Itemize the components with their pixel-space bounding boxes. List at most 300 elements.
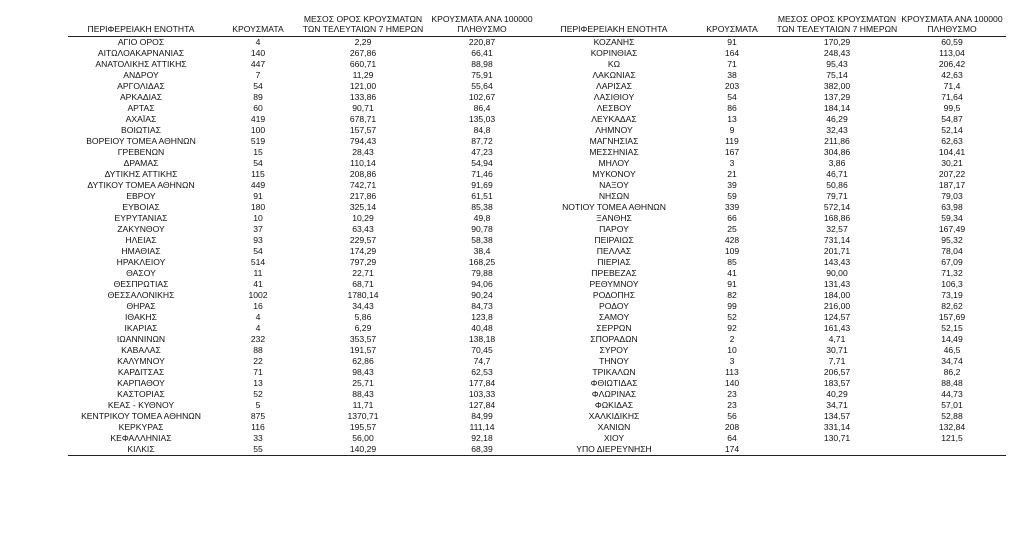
cell-avg7-right: 216,00 xyxy=(823,300,851,311)
cell-cases-right: 23 xyxy=(727,388,737,399)
cell-per100k-left: 62,53 xyxy=(471,366,493,377)
table-row xyxy=(68,202,1006,213)
cell-region-right: ΚΩ xyxy=(607,58,621,69)
cell-per100k-right: 30,21 xyxy=(941,157,963,168)
cell-region-left: ΚΕΡΚΥΡΑΣ xyxy=(118,421,164,432)
cell-avg7-right: 134,57 xyxy=(823,410,851,421)
cell-region-right: ΜΑΓΝΗΣΙΑΣ xyxy=(589,135,639,146)
cell-per100k-right: 88,48 xyxy=(941,377,963,388)
cell-avg7-right: 50,86 xyxy=(826,179,848,190)
cell-region-left: ΔΥΤΙΚΟΥ ΤΟΜΕΑ ΑΘΗΝΩΝ xyxy=(87,179,195,190)
cell-region-left: ΑΡΓΟΛΙΔΑΣ xyxy=(117,80,165,91)
cell-avg7-right: 304,86 xyxy=(823,146,851,157)
cell-cases-left: 1002 xyxy=(248,289,268,300)
cell-per100k-left: 84,99 xyxy=(471,410,493,421)
table-row xyxy=(68,378,1006,389)
cell-region-right: ΣΕΡΡΩΝ xyxy=(596,322,632,333)
header-region-left: ΠΕΡΙΦΕΡΕΙΑΚΗ ΕΝΟΤΗΤΑ xyxy=(87,24,195,34)
table-row xyxy=(68,279,1006,290)
cell-cases-left: 875 xyxy=(250,410,266,421)
cell-region-left: ΚΑΡΠΑΘΟΥ xyxy=(117,377,165,388)
cell-region-right: ΝΟΤΙΟΥ ΤΟΜΕΑ ΑΘΗΝΩΝ xyxy=(562,201,666,212)
cell-region-left: ΑΡΚΑΔΙΑΣ xyxy=(119,91,163,102)
cell-avg7-right: 32,57 xyxy=(826,223,848,234)
cell-per100k-right: 63,98 xyxy=(941,201,963,212)
cell-region-left: ΕΥΒΟΙΑΣ xyxy=(122,201,160,212)
cell-per100k-right: 71,32 xyxy=(941,267,963,278)
cell-cases-right: 208 xyxy=(724,421,740,432)
cell-per100k-left: 94,06 xyxy=(471,278,493,289)
cell-region-right: ΦΘΙΩΤΙΔΑΣ xyxy=(590,377,638,388)
cell-cases-right: 52 xyxy=(727,311,737,322)
cell-avg7-right: 168,86 xyxy=(823,212,851,223)
cell-cases-right: 71 xyxy=(727,58,737,69)
cell-avg7-left: 660,71 xyxy=(349,58,377,69)
cell-avg7-left: 34,43 xyxy=(352,300,374,311)
cell-avg7-left: 6,29 xyxy=(354,322,372,333)
cell-cases-left: 60 xyxy=(253,102,263,113)
cell-avg7-left: 678,71 xyxy=(349,113,377,124)
cell-cases-right: 21 xyxy=(727,168,737,179)
cell-region-left: ΗΛΕΙΑΣ xyxy=(125,234,157,245)
header-region-right: ΠΕΡΙΦΕΡΕΙΑΚΗ ΕΝΟΤΗΤΑ xyxy=(560,24,668,34)
cell-region-left: ΚΑΒΑΛΑΣ xyxy=(121,344,161,355)
cell-cases-right: 38 xyxy=(727,69,737,80)
cell-region-right: ΠΕΙΡΑΙΩΣ xyxy=(594,234,634,245)
cell-region-left: ΒΟΡΕΙΟΥ ΤΟΜΕΑ ΑΘΗΝΩΝ xyxy=(86,135,196,146)
cell-avg7-right: 206,57 xyxy=(823,366,851,377)
table-row xyxy=(68,180,1006,191)
table-row xyxy=(68,433,1006,444)
cell-region-right: ΧΙΟΥ xyxy=(603,432,625,443)
cell-region-right: ΚΟΡΙΝΘΙΑΣ xyxy=(590,47,638,58)
cell-per100k-left: 66,41 xyxy=(471,47,493,58)
cell-avg7-right: 34,71 xyxy=(826,399,848,410)
table-row xyxy=(68,191,1006,202)
cell-avg7-left: 68,71 xyxy=(352,278,374,289)
cell-cases-left: 7 xyxy=(255,69,261,80)
cell-avg7-right: 131,43 xyxy=(823,278,851,289)
cell-cases-left: 37 xyxy=(253,223,263,234)
table-row xyxy=(68,48,1006,59)
cell-avg7-left: 22,71 xyxy=(352,267,374,278)
cell-cases-right: 113 xyxy=(725,366,739,377)
cell-per100k-left: 71,46 xyxy=(471,168,493,179)
cell-cases-right: 25 xyxy=(727,223,737,234)
cell-region-left: ΚΑΣΤΟΡΙΑΣ xyxy=(117,388,165,399)
cell-per100k-right: 60,59 xyxy=(941,36,963,47)
cell-region-right: ΣΠΟΡΑΔΩΝ xyxy=(590,333,638,344)
table-row xyxy=(68,422,1006,433)
cell-cases-right: 9 xyxy=(729,124,735,135)
cell-per100k-right: 14,49 xyxy=(941,333,963,344)
cell-region-left: ΘΗΡΑΣ xyxy=(126,300,156,311)
cell-per100k-right: 79,03 xyxy=(941,190,963,201)
cell-region-left: ΙΚΑΡΙΑΣ xyxy=(124,322,158,333)
cell-region-right: ΚΟΖΑΝΗΣ xyxy=(593,36,635,47)
cell-cases-right: 109 xyxy=(724,245,740,256)
cell-region-right: ΧΑΝΙΩΝ xyxy=(597,421,631,432)
cell-per100k-right: 78,04 xyxy=(941,245,963,256)
cell-region-left: ΑΝΔΡΟΥ xyxy=(123,69,159,80)
cell-avg7-left: 174,29 xyxy=(349,245,377,256)
cell-cases-left: 140 xyxy=(250,47,266,58)
cell-region-left: ΚΕΦΑΛΛΗΝΙΑΣ xyxy=(110,432,172,443)
cell-cases-right: 64 xyxy=(727,432,737,443)
cell-cases-left: 91 xyxy=(253,190,263,201)
cell-avg7-right: 183,57 xyxy=(823,377,851,388)
cell-avg7-left: 2,29 xyxy=(354,36,372,47)
table-row xyxy=(68,290,1006,301)
cell-region-left: ΔΥΤΙΚΗΣ ΑΤΤΙΚΗΣ xyxy=(104,168,178,179)
cell-region-right: ΛΑΣΙΘΙΟΥ xyxy=(593,91,635,102)
cell-cases-left: 115 xyxy=(251,168,265,179)
cell-region-left: ΚΑΡΔΙΤΣΑΣ xyxy=(117,366,165,377)
cell-avg7-left: 140,29 xyxy=(302,444,424,456)
cell-per100k-left: 84,8 xyxy=(473,124,491,135)
cell-per100k-right: 52,15 xyxy=(941,322,963,333)
table-row xyxy=(68,334,1006,345)
cell-per100k-left: 74,7 xyxy=(473,355,491,366)
cell-cases-left: 93 xyxy=(253,234,263,245)
cell-cases-right: 167 xyxy=(724,146,740,157)
cell-cases-left: 15 xyxy=(253,146,263,157)
cell-cases-left: 16 xyxy=(253,300,263,311)
cell-avg7-left: 325,14 xyxy=(349,201,377,212)
cell-per100k-left: 47,23 xyxy=(471,146,493,157)
cell-cases-right: 85 xyxy=(727,256,737,267)
cell-region-right: ΜΗΛΟΥ xyxy=(598,157,630,168)
cell-avg7-left: 98,43 xyxy=(352,366,374,377)
cell-per100k-left: 220,87 xyxy=(468,36,496,47)
table-row xyxy=(68,268,1006,279)
cell-per100k-left: 111,14 xyxy=(469,421,495,432)
cell-region-left: ΑΓΙΟ ΟΡΟΣ xyxy=(117,36,165,47)
cell-avg7-left: 229,57 xyxy=(349,234,377,245)
cell-cases-right: 23 xyxy=(727,399,737,410)
cell-per100k-left: 87,72 xyxy=(471,135,493,146)
cell-avg7-right: 32,43 xyxy=(826,124,848,135)
cell-avg7-right: 184,00 xyxy=(823,289,851,300)
cell-avg7-left: 794,43 xyxy=(349,135,377,146)
cell-cases-left: 180 xyxy=(250,201,266,212)
cell-region-left: ΚΑΛΥΜΝΟΥ xyxy=(117,355,165,366)
cell-per100k-right: 106,3 xyxy=(941,278,963,289)
cell-avg7-right: 40,29 xyxy=(826,388,848,399)
cell-per100k-left: 103,33 xyxy=(468,388,496,399)
cell-avg7-left: 742,71 xyxy=(349,179,377,190)
cell-cases-left: 5 xyxy=(255,399,261,410)
cell-per100k-right: 71,4 xyxy=(943,80,961,91)
cell-cases-right: 59 xyxy=(727,190,737,201)
cell-per100k-right: 59,34 xyxy=(941,212,963,223)
table-row xyxy=(68,103,1006,114)
table-row xyxy=(68,301,1006,312)
cell-avg7-left: 63,43 xyxy=(352,223,374,234)
cell-avg7-right: 46,71 xyxy=(826,168,848,179)
cell-avg7-left: 217,86 xyxy=(349,190,377,201)
table-row xyxy=(68,312,1006,323)
cell-region-left: ΙΩΑΝΝΙΝΩΝ xyxy=(116,333,166,344)
cell-avg7-right: 248,43 xyxy=(823,47,851,58)
cell-avg7-left: 25,71 xyxy=(352,377,374,388)
cell-avg7-right: 331,14 xyxy=(823,421,851,432)
cell-region-left: ΔΡΑΜΑΣ xyxy=(123,157,159,168)
cell-avg7-right: 161,43 xyxy=(823,322,851,333)
cell-avg7-left: 56,00 xyxy=(352,432,374,443)
cell-cases-left: 419 xyxy=(250,113,266,124)
cell-region-right: ΡΟΔΟΠΗΣ xyxy=(592,289,636,300)
cell-cases-left: 116 xyxy=(251,421,265,432)
cell-cases-left: 10 xyxy=(253,212,263,223)
cell-per100k-right: 34,74 xyxy=(941,355,963,366)
cell-region-right: ΝΑΞΟΥ xyxy=(599,179,629,190)
cell-per100k-right: 121,5 xyxy=(941,432,963,443)
cell-per100k-right: 62,63 xyxy=(941,135,963,146)
cell-avg7-left: 195,57 xyxy=(349,421,377,432)
cell-cases-left: 33 xyxy=(253,432,263,443)
cell-region-left: ΚΙΛΚΙΣ xyxy=(68,444,214,456)
cell-per100k-right: 82,62 xyxy=(941,300,963,311)
cell-per100k-left: 75,91 xyxy=(471,69,493,80)
table-row xyxy=(68,400,1006,411)
table-row xyxy=(68,59,1006,70)
cell-cases-left: 89 xyxy=(253,91,263,102)
table-row xyxy=(68,257,1006,268)
cell-region-left: ΑΙΤΩΛΟΑΚΑΡΝΑΝΙΑΣ xyxy=(97,47,185,58)
cell-per100k-left: 38,4 xyxy=(473,245,491,256)
cell-avg7-right: 137,29 xyxy=(823,91,851,102)
cell-per100k-left: 102,67 xyxy=(468,91,496,102)
cell-avg7-left: 1370,71 xyxy=(347,410,379,421)
table-body xyxy=(68,36,1006,455)
cell-avg7-right: 30,71 xyxy=(826,344,848,355)
table-row xyxy=(68,36,1006,48)
cell-region-right: ΤΡΙΚΑΛΩΝ xyxy=(592,366,636,377)
cell-region-left: ΖΑΚΥΝΘΟΥ xyxy=(117,223,165,234)
cell-avg7-right: 143,43 xyxy=(823,256,851,267)
cell-cases-left: 54 xyxy=(253,245,263,256)
cell-per100k-left: 84,73 xyxy=(471,300,493,311)
cell-cases-left: 13 xyxy=(253,377,263,388)
table-row xyxy=(68,235,1006,246)
cell-cases-left: 4 xyxy=(255,322,261,333)
cell-avg7-right: 731,14 xyxy=(823,234,851,245)
cell-avg7-left: 267,86 xyxy=(349,47,377,58)
cell-per100k-right: 104,41 xyxy=(938,146,966,157)
cell-cases-right: 203 xyxy=(724,80,740,91)
cell-per100k-left: 127,84 xyxy=(468,399,496,410)
cell-per100k-left: 85,38 xyxy=(471,201,493,212)
cell-avg7-right: 124,57 xyxy=(823,311,851,322)
cell-avg7-right: 184,14 xyxy=(823,102,851,113)
cell-per100k-right: 187,17 xyxy=(938,179,966,190)
cell-cases-left: 88 xyxy=(253,344,263,355)
cell-cases-right: 3 xyxy=(729,355,735,366)
cell-region-left: ΑΝΑΤΟΛΙΚΗΣ ΑΤΤΙΚΗΣ xyxy=(95,58,187,69)
cell-per100k-right: 44,73 xyxy=(941,388,963,399)
cell-cases-left: 100 xyxy=(250,124,266,135)
cell-avg7-right: 170,29 xyxy=(823,36,851,47)
header-per100k-left: ΚΡΟΥΣΜΑΤΑ ΑΝΑ 100000 ΠΛΗΘΥΣΜΟ xyxy=(431,13,533,34)
cell-region-right: ΛΗΜΝΟΥ xyxy=(595,124,633,135)
cell-per100k-left: 88,98 xyxy=(471,58,493,69)
cell-cases-right: 66 xyxy=(727,212,737,223)
cell-per100k-right: 46,5 xyxy=(943,344,961,355)
cell-avg7-left: 208,86 xyxy=(349,168,377,179)
cell-region-right: ΣΥΡΟΥ xyxy=(599,344,629,355)
table-row xyxy=(68,246,1006,257)
cell-per100k-right xyxy=(898,444,1006,456)
table-row xyxy=(68,136,1006,147)
cell-cases-right: 174 xyxy=(688,444,776,456)
cell-avg7-right: 572,14 xyxy=(823,201,851,212)
cell-avg7-right: 90,00 xyxy=(826,267,848,278)
cell-cases-left: 447 xyxy=(250,58,266,69)
cell-avg7-right: 382,00 xyxy=(823,80,851,91)
table-header xyxy=(68,0,1006,36)
cell-cases-right: 140 xyxy=(724,377,740,388)
table-row xyxy=(68,444,1006,456)
cell-per100k-left: 123,8 xyxy=(471,311,493,322)
cell-per100k-right: 52,88 xyxy=(941,410,963,421)
cell-cases-left: 52 xyxy=(253,388,263,399)
cell-region-left: ΕΥΡΥΤΑΝΙΑΣ xyxy=(114,212,168,223)
cell-cases-right: 428 xyxy=(724,234,740,245)
cell-cases-right: 56 xyxy=(727,410,737,421)
cell-region-right: ΛΑΡΙΣΑΣ xyxy=(596,80,632,91)
cell-region-left: ΘΕΣΠΡΩΤΙΑΣ xyxy=(113,278,169,289)
cell-avg7-left: 88,43 xyxy=(352,388,374,399)
cell-per100k-left: 70,45 xyxy=(471,344,493,355)
cell-cases-right: 2 xyxy=(729,333,735,344)
cell-per100k-right: 95,32 xyxy=(941,234,963,245)
cell-per100k-left: 90,24 xyxy=(471,289,493,300)
cell-per100k-right: 157,69 xyxy=(938,311,966,322)
cell-region-right: ΦΩΚΙΔΑΣ xyxy=(594,399,634,410)
cell-per100k-right: 71,64 xyxy=(941,91,963,102)
cell-cases-left: 54 xyxy=(253,80,263,91)
cell-region-right: ΡΕΘΥΜΝΟΥ xyxy=(589,278,639,289)
cell-avg7-right: 79,71 xyxy=(826,190,848,201)
cell-per100k-right: 42,63 xyxy=(941,69,963,80)
table-row xyxy=(68,389,1006,400)
cell-per100k-right: 54,87 xyxy=(941,113,963,124)
cell-cases-right: 164 xyxy=(724,47,740,58)
cell-avg7-left: 28,43 xyxy=(352,146,374,157)
cell-cases-right: 86 xyxy=(727,102,737,113)
table-row xyxy=(68,92,1006,103)
cell-avg7-left: 5,86 xyxy=(354,311,372,322)
cell-region-right: ΦΛΩΡΙΝΑΣ xyxy=(591,388,637,399)
cell-avg7-left: 11,29 xyxy=(352,69,374,80)
cell-cases-left: 11 xyxy=(253,267,263,278)
cell-per100k-left: 90,78 xyxy=(471,223,493,234)
header-per100k-right: ΚΡΟΥΣΜΑΤΑ ΑΝΑ 100000 ΠΛΗΘΥΣΜΟ xyxy=(901,13,1003,34)
cell-region-right: ΛΕΣΒΟΥ xyxy=(596,102,632,113)
cell-region-right: ΛΕΥΚΑΔΑΣ xyxy=(591,113,637,124)
cell-avg7-left: 1780,14 xyxy=(347,289,379,300)
cell-avg7-left: 110,14 xyxy=(350,157,376,168)
cell-region-right: ΠΙΕΡΙΑΣ xyxy=(597,256,631,267)
cell-avg7-right: 4,71 xyxy=(828,333,846,344)
cell-per100k-left: 138,18 xyxy=(468,333,496,344)
cell-per100k-right: 57,01 xyxy=(941,399,963,410)
cell-cases-right: 92 xyxy=(727,322,737,333)
cell-region-right: ΠΕΛΛΑΣ xyxy=(596,245,632,256)
table-row xyxy=(68,224,1006,235)
cell-avg7-left: 121,00 xyxy=(349,80,377,91)
cell-avg7-left: 10,29 xyxy=(352,212,374,223)
cell-per100k-left: 58,38 xyxy=(471,234,493,245)
cell-cases-right: 13 xyxy=(727,113,737,124)
cell-cases-left: 41 xyxy=(253,278,263,289)
header-cases-left: ΚΡΟΥΣΜΑΤΑ xyxy=(232,24,284,34)
cell-avg7-right: 3,86 xyxy=(828,157,846,168)
cell-region-left: ΒΟΙΩΤΙΑΣ xyxy=(121,124,161,135)
cell-per100k-right: 132,84 xyxy=(938,421,966,432)
cell-region-right: ΠΑΡΟΥ xyxy=(599,223,629,234)
cell-per100k-right: 52,14 xyxy=(941,124,963,135)
cell-cases-right: 39 xyxy=(727,179,737,190)
cell-per100k-left: 54,94 xyxy=(471,157,493,168)
cell-avg7-right: 211,86 xyxy=(824,135,850,146)
header-avg7-right: ΜΕΣΟΣ ΟΡΟΣ ΚΡΟΥΣΜΑΤΩΝ ΤΩΝ ΤΕΛΕΥΤΑΙΩΝ 7 ΗΜΕΡΩΝ xyxy=(776,13,898,34)
cell-per100k-right: 167,49 xyxy=(938,223,966,234)
cell-region-right: ΤΗΝΟΥ xyxy=(599,355,629,366)
cell-cases-right: 99 xyxy=(727,300,737,311)
cell-region-right: ΡΟΔΟΥ xyxy=(599,300,629,311)
cell-avg7-right xyxy=(776,444,898,456)
table-row xyxy=(68,158,1006,169)
cell-region-left: ΙΘΑΚΗΣ xyxy=(125,311,157,322)
cell-region-right: ΞΑΝΘΗΣ xyxy=(596,212,632,223)
cell-cases-right: 54 xyxy=(727,91,737,102)
header-avg7-left: ΜΕΣΟΣ ΟΡΟΣ ΚΡΟΥΣΜΑΤΩΝ ΤΩΝ ΤΕΛΕΥΤΑΙΩΝ 7 ΗΜΕΡΩΝ xyxy=(302,13,424,34)
cell-avg7-left: 133,86 xyxy=(349,91,377,102)
cell-avg7-right: 7,71 xyxy=(828,355,846,366)
cell-region-left: ΚΕΑΣ - ΚΥΘΝΟΥ xyxy=(107,399,175,410)
cell-avg7-left: 11,71 xyxy=(352,399,374,410)
cell-region-right: ΝΗΣΩΝ xyxy=(598,190,630,201)
cell-per100k-right: 113,04 xyxy=(939,47,965,58)
cell-region-right: ΜΕΣΣΗΝΙΑΣ xyxy=(589,146,639,157)
cell-per100k-left: 92,18 xyxy=(471,432,493,443)
cell-cases-left: 232 xyxy=(250,333,266,344)
cell-region-left: ΗΜΑΘΙΑΣ xyxy=(121,245,161,256)
cell-per100k-left: 68,39 xyxy=(424,444,540,456)
cell-region-right: ΣΑΜΟΥ xyxy=(598,311,630,322)
cell-region-right: ΥΠΟ ΔΙΕΡΕΥΝΗΣΗ xyxy=(540,444,688,456)
cell-cases-right: 91 xyxy=(727,278,737,289)
cell-per100k-left: 49,8 xyxy=(473,212,491,223)
table-row xyxy=(68,323,1006,334)
regional-cases-table xyxy=(68,0,1006,456)
cell-per100k-right: 86,2 xyxy=(943,366,961,377)
table-row xyxy=(68,114,1006,125)
cell-region-left: ΕΒΡΟΥ xyxy=(126,190,156,201)
cell-region-right: ΠΡΕΒΕΖΑΣ xyxy=(591,267,637,278)
cell-per100k-right: 67,09 xyxy=(941,256,963,267)
cell-per100k-right: 73,19 xyxy=(941,289,963,300)
cell-region-left: ΚΕΝΤΡΙΚΟΥ ΤΟΜΕΑ ΑΘΗΝΩΝ xyxy=(81,410,201,421)
table-row xyxy=(68,70,1006,81)
cell-region-right: ΛΑΚΩΝΙΑΣ xyxy=(592,69,636,80)
cell-region-left: ΑΧΑΪΑΣ xyxy=(125,113,157,124)
cell-cases-right: 91 xyxy=(727,36,737,47)
table-row xyxy=(68,345,1006,356)
cell-cases-left: 71 xyxy=(253,366,263,377)
